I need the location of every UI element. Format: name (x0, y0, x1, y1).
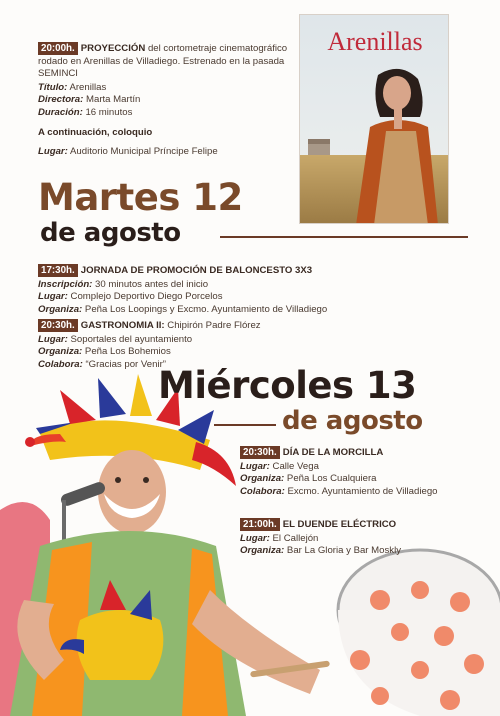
detail-label: Directora: (38, 94, 84, 106)
detail-label: Organiza: (38, 346, 83, 358)
event-dia-morcilla (240, 446, 490, 498)
event-detail-colabora (240, 486, 490, 499)
event-duende-electrico (240, 518, 490, 558)
event-title: PROYECCIÓN (80, 43, 146, 54)
event-detail-lugar (240, 461, 490, 474)
event-detail-duracion (38, 107, 288, 120)
poster-title: Arenillas (327, 27, 423, 56)
event-title: GASTRONOMIA II: (80, 320, 165, 331)
detail-label: Lugar: (240, 532, 270, 544)
event-detail-titulo (38, 82, 288, 95)
detail-label: Lugar: (38, 333, 68, 345)
detail-value: Peña Los Cualquiera (284, 473, 377, 485)
event-time-badge: 20:00h. (38, 42, 78, 55)
detail-label: Duración: (38, 106, 83, 118)
detail-value: Auditorio Municipal Príncipe Felipe (67, 146, 218, 158)
miercoles-subheading: de agosto (282, 406, 423, 436)
event-time-badge: 20:30h. (240, 446, 280, 459)
detail-label: Organiza: (240, 545, 285, 557)
event-time-badge: 20:30h. (38, 319, 78, 332)
detail-value: Peña Los Loopings y Excmo. Ayuntamiento de Villadiego (82, 303, 328, 315)
event-coloquio: A continuación, coloquio (38, 126, 153, 138)
martes-heading: Martes 12 (38, 176, 243, 219)
arenillas-poster-image (299, 14, 449, 224)
event-title: DÍA DE LA MORCILLA (282, 447, 384, 458)
detail-label: Lugar: (38, 291, 68, 303)
detail-label: Lugar: (38, 146, 68, 158)
detail-value: 16 minutos (82, 106, 133, 118)
event-detail-lugar (38, 334, 418, 347)
detail-value: “Gracias por Venir” (82, 358, 166, 370)
detail-label: Lugar: (240, 460, 270, 472)
martes-subheading: de agosto (40, 218, 181, 248)
detail-value: Marta Martín (83, 94, 141, 106)
event-detail-organiza (38, 304, 418, 317)
event-proyeccion (38, 42, 288, 159)
detail-value: Calle Vega (269, 460, 319, 472)
event-detail-lugar (38, 146, 288, 159)
detail-label: Inscripción: (38, 278, 93, 290)
detail-value: Excmo. Ayuntamiento de Villadiego (284, 485, 438, 497)
poster-illustration (300, 15, 449, 224)
event-title: EL DUENDE ELÉCTRICO (282, 519, 397, 530)
detail-value: 30 minutos antes del inicio (92, 278, 209, 290)
event-detail-organiza (240, 473, 490, 486)
detail-value: Soportales del ayuntamiento (67, 333, 193, 345)
event-time-badge: 17:30h. (38, 264, 78, 277)
event-detail-lugar (240, 533, 490, 546)
event-proyeccion-header (38, 42, 288, 81)
detail-value: Arenillas (67, 81, 107, 93)
detail-label: Título: (38, 81, 68, 93)
detail-value: Complejo Deportivo Diego Porcelos (67, 291, 223, 303)
detail-label: Organiza: (240, 473, 285, 485)
detail-value: Bar La Gloria y Bar Moskly (284, 545, 402, 557)
detail-label: Colabora: (240, 485, 285, 497)
event-time-badge: 21:00h. (240, 518, 280, 531)
event-detail-organiza (240, 545, 490, 558)
detail-value: El Callejón (269, 532, 319, 544)
event-baloncesto (38, 264, 418, 316)
event-description: del cortometraje cinematográfico rodado en Arenillas de Villadiego. Estrenado en la pasada SEMINCI (38, 43, 288, 80)
miercoles-heading: Miércoles 13 (158, 364, 417, 407)
detail-label: Organiza: (38, 303, 83, 315)
event-detail-organiza (38, 346, 418, 359)
event-detail-lugar (38, 291, 418, 304)
event-detail-directora (38, 94, 288, 107)
detail-value: Peña Los Bohemios (82, 346, 171, 358)
event-detail-inscripcion (38, 279, 418, 292)
miercoles-divider (214, 424, 276, 426)
detail-label: Colabora: (38, 358, 83, 370)
event-title: JORNADA DE PROMOCIÓN DE BALONCESTO 3X3 (80, 265, 313, 276)
event-description: Chipirón Padre Flórez (164, 320, 261, 331)
martes-divider (220, 236, 468, 238)
